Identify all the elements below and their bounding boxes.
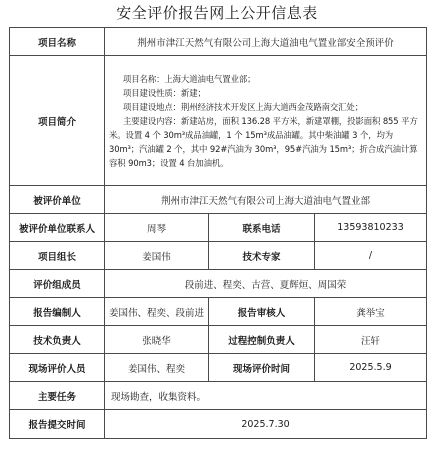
row-tech-lead [10,326,427,354]
intro-line: 项目建设性质：新建； [123,87,206,98]
project-name-value: 荆州市津江天然气有限公司上海大道油电气置业部安全预评价 [105,28,427,56]
row-project-intro [10,56,427,186]
compiler-value: 姜国伟、程奕、段前进 [105,298,209,326]
main-task-label: 主要任务 [10,382,105,410]
process-control-label: 过程控制负责人 [209,326,315,354]
row-members [10,270,427,298]
tech-lead-value: 张晓华 [105,326,209,354]
project-intro-content [105,56,427,186]
row-compiler [10,298,427,326]
compiler-label: 报告编制人 [10,298,105,326]
expert-value: / [315,242,427,270]
members-label: 评价组成员 [10,270,105,298]
onsite-time-label: 现场评价时间 [209,354,315,382]
tech-lead-label: 技术负责人 [10,326,105,354]
row-evaluated-unit [10,186,427,214]
submit-time-label: 报告提交时间 [10,410,105,439]
intro-line: 主要建设内容：新建站房，面积 136.28 平方米，新建罩棚，投影面积 855 平方米。设置 4 个 30m³成品油罐，1 个 15m³成品油罐。其中柴油罐 3 个，均为 30m³；汽油罐 2 个，其中 92#汽油为 30m³，95#汽油为 15m³；折合成汽油计算容积 90m3；设置 4 台加油机。 [109,115,418,168]
submit-time-value: 2025.7.30 [105,410,427,439]
onsite-time-value: 2025.5.9 [315,354,427,382]
main-task-value: 现场勘查，收集资料。 [105,382,427,410]
phone-label: 联系电话 [209,214,315,242]
contact-value: 周琴 [105,214,209,242]
reviewer-value: 龚举宝 [315,298,427,326]
expert-label: 技术专家 [209,242,315,270]
onsite-label: 现场评价人员 [10,354,105,382]
intro-line: 项目名称：上海大道油电气置业部； [123,73,256,84]
page-title: 安全评价报告网上公开信息表 [116,4,318,22]
team-leader-label: 项目组长 [10,242,105,270]
evaluated-unit-label: 被评价单位 [10,186,105,214]
row-contact [10,214,427,242]
row-project-name [10,28,427,56]
reviewer-label: 报告审核人 [209,298,315,326]
onsite-value: 姜国伟、程奕 [105,354,209,382]
phone-value: 13593810233 [315,214,427,242]
team-leader-value: 姜国伟 [105,242,209,270]
info-table [9,27,427,439]
intro-line: 项目建设地点：荆州经济技术开发区上海大道西金茂路南交汇处； [123,101,363,112]
contact-label: 被评价单位联系人 [10,214,105,242]
project-name-label: 项目名称 [10,28,105,56]
members-value: 段前进、程奕、古营、夏辉烜、周国荣 [105,270,427,298]
project-intro-label: 项目简介 [10,56,105,186]
row-team-leader [10,242,427,270]
process-control-value: 汪轩 [315,326,427,354]
row-onsite [10,354,427,382]
row-main-task [10,382,427,410]
row-submit-time [10,410,427,439]
evaluated-unit-value: 荆州市津江天然气有限公司上海大道油电气置业部 [105,186,427,214]
